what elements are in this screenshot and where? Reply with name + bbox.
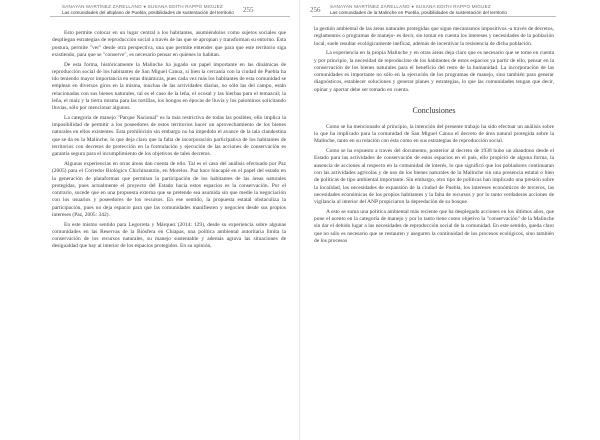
right-page xyxy=(300,0,600,440)
left-paragraph-2: De esta forma, históricamente la Malinche ha jugado un papel importante en las dinámicas de reproducción social de los habitantes de San Miguel Canoa, si bien la cercanía con la ciudad de Puebla ha ido teniendo mayor importancia en estas dinámicas, pues cada vez más los habitantes de esta comunidad se emplean en diversos giros en la misma, muchas de las actividades diarias, no sólo las del campo, están relacionadas con sus bienes naturales, tal es el caso de la leña, el ocosal y las hierbas para el temazcal; la leña, el maíz y la tierra misma para las tortillas, los hongos en épocas de lluvia y los palominos solicitando lluvias, sólo por mencionar algunos. xyxy=(52,61,286,112)
right-paragraph-1: la gestión ambiental de las áreas naturales protegidas que sigue mecanismos impositivos -a través de decretos, reglamentos o programas de manejo- es decir, sin tomar en cuenta los intereses y necesidades de la población local, suele resultar ecológicamente ineficaz, además de incentivar la resistencia de dicha población. xyxy=(314,26,554,47)
left-page-body xyxy=(52,30,286,251)
right-paragraph-5: A esto se suma una política ambiental más reciente que ha desplegado acciones en los últimos años, que pone el acento en la categoría de manejo y por lo tanto tiene como objetivo la "conservación" de la Malinche sin dar el debido lugar a las necesidades de reproducción social de la comunidad. En este sentido, queda claro que no sólo es necesario que se restauren y aseguren la continuidad de los procesos ecológicos, sino también de los procesos xyxy=(314,208,554,244)
left-running-head-authors: SANAYAN MARTÍNEZ ZARELLANO ● SUSANA EDITH RAPPO MIGUEZ xyxy=(62,4,223,9)
right-header-rule xyxy=(312,16,556,17)
right-paragraph-4: Como se ha expuesto a través del documento, posterior al decreto de 1938 hubo un abandono desde el Estado para las actividades de conservación de estos espacios en el país, ello propició de alguna forma, la ausencia de acciones al respecto en la comunidad de interés, lo que significó que los pobladores continuaran con las actividades agrícolas y de uso de los bienes naturales de la Malinche sin una presencia estatal o bien de políticas de tipo ambiental importante. Sin embargo, otro tipo de políticas han implicado una presión sobre la localidad, las necesidades de expansión de la ciudad de Puebla, los intereses económicos de terceros, las necesidades económicas de los propios habitantes y la falta de recursos y por lo tanto verdaderas acciones de vigilancia al interior del ANP propiciaron la depredación de su bosque. xyxy=(314,148,554,206)
left-paragraph-1: Esto permite colocar en un lugar central a los habitantes, asumiéndolos como sujetos sociales que despliegan estrategias de reproducción social a través de las que se apropian y transforman su entorno. Esta postura, permite "ver" desde otra perspectiva, una que permite entender que para que este territorio siga existiendo, para que se "conserve", es necesario pensar en quienes lo habitan. xyxy=(52,30,286,58)
section-title-conclusiones: Conclusiones xyxy=(412,105,456,115)
right-paragraph-3: Como se ha mencionado al principio, la intención del presente trabajo ha sido efectuar un análisis sobre lo que ha implicado para la comunidad de San Miguel Canoa el decreto de área natural protegida sobre la Malinche, tanto en su relación con ésta como en sus estrategias de reproducción social. xyxy=(314,123,554,145)
left-page-number: 255 xyxy=(243,6,254,14)
right-running-head-authors: SANAYAN MARTÍNEZ ZARELLANO ● SUSANA EDITH RAPPO MIGUEZ xyxy=(330,4,491,9)
right-running-head-title: Las comunidades de la Malinche en Puebla, posibilidades de sustentación del territorio xyxy=(330,10,507,15)
left-header-rule xyxy=(50,16,290,17)
right-running-head xyxy=(330,4,530,16)
right-page-number: 256 xyxy=(310,6,321,14)
left-running-head-title: Las comunidades del altiplano de Puebla, posibilidades de sustentación del territorio xyxy=(62,10,234,15)
right-page-body xyxy=(314,26,554,245)
left-running-head xyxy=(62,4,242,16)
left-paragraph-3: La categoría de manejo "Parque Nacional" es la más restrictiva de todas las posibles, ello implica la imposibilidad de permitir a los poseedores de estos territorios hacer un aprovechamiento de los bienes naturales en ellos existentes. Esta prohibición sin embargo no ha impedido el avance de la tala clandestina que se da en la Malinche, lo que deja claro que la falta de incorporación participativa de los habitantes de territorios con decretos de protección en la formulación y ejecución de las acciones de conservación es garantía segura para el incumplimiento de los objetivos de tales decretos. xyxy=(52,114,286,158)
left-paragraph-4: Algunas experiencias en otras áreas dan cuenta de ello. Tal es el caso del análisis efectuado por Paz (2005) para el Corredor Biológico Chichinautzin, en Morelos. Paz hace hincapié en el papel del estado en la generación de plataformas que permitan la participación de los habitantes de las áreas naturales protegidas, pues actualmente el proyecto del Estado hacia estos espacios es la conservación. Por el contrario, sucede que en una propuesta externa que se pretende sea asumida sin que medie la negociación con los usuarios y poseedores de los recursos. En ese sentido, la propuesta estatal obstaculiza la participación, pues no deja espacio para que las comunidades manifiesten y negocien desde sus propios intereses (Paz, 2005: 342). xyxy=(52,160,286,218)
right-paragraph-2: La experiencia en la propia Malinche y en otras áreas deja claro que es necesario que se tome en cuenta y por principio, la necesidad de reproducirse de los habitantes de estos espacios ya partir de ello, pensar en la conservación de los bienes naturales para el beneficio del resto de la humanidad. La incorporación de las comunidades es importante no sólo en la ejecución de los programas de manejo, sino también para generar diagnósticos, establecer soluciones y generar planes y estrategias, lo que las comunidades tengan que decir, opinar y aportar debe ser tomado en cuenta. xyxy=(314,50,554,93)
left-paragraph-5: En este mismo sentido para Legorreta y Márquez (2014: 129), desde su experiencia sobre algunas comunidades en las Reservas de la Biósfera en Chiapas, una política ambiental autoritaria limita la conservación de los recursos naturales, su manejo sustentable y además agrava las situaciones de desigualdad que hay al interior de los espacios protegidos. En su opinión, xyxy=(52,221,286,250)
